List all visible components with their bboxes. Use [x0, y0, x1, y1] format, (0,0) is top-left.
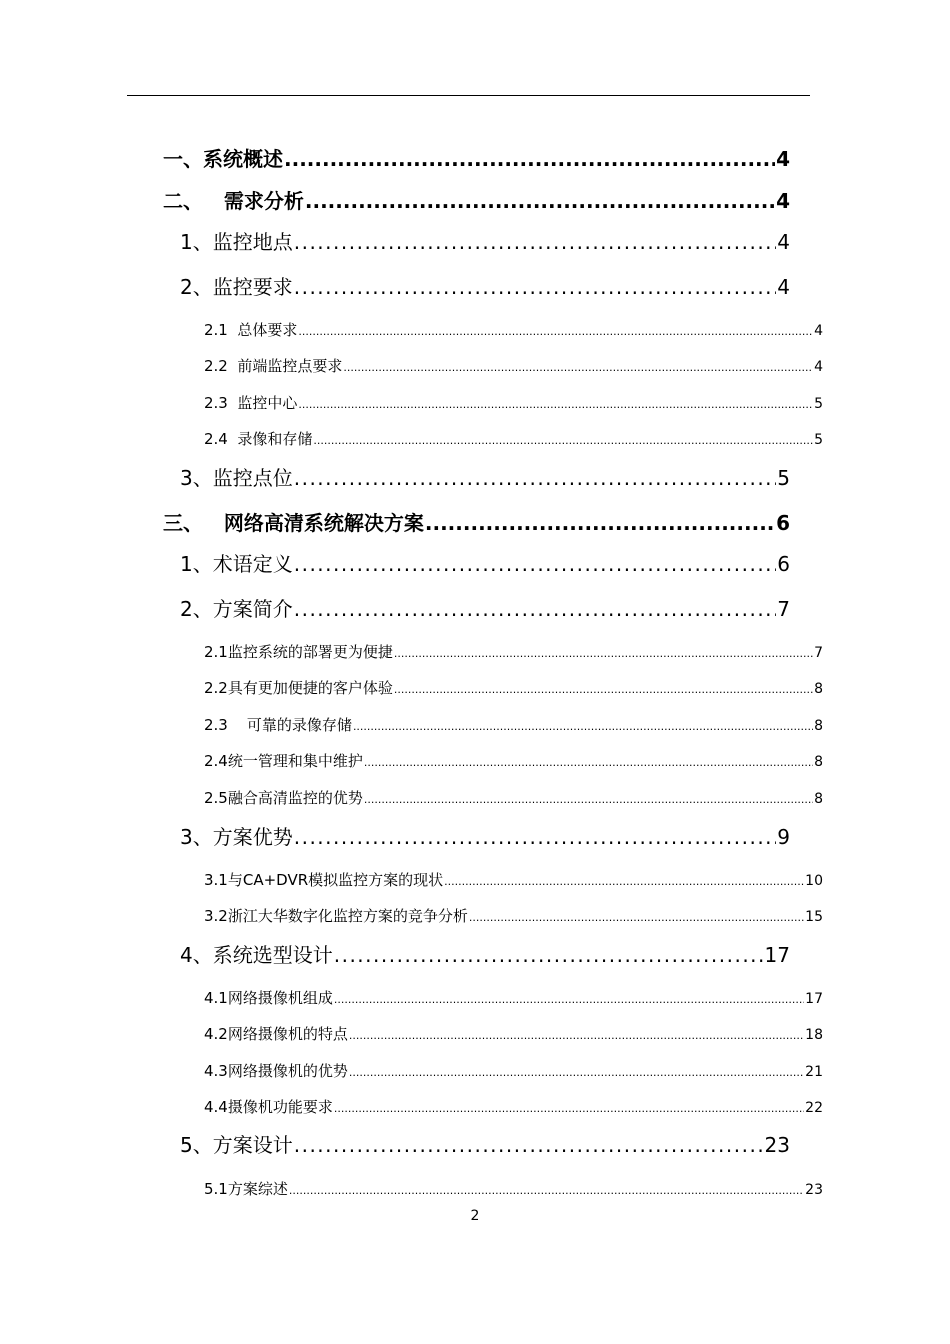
toc-entry-title: 一、系统概述 — [163, 147, 283, 171]
toc-entry[interactable] — [204, 750, 823, 771]
toc-entry-page: 6 — [777, 552, 790, 576]
toc-leader — [298, 398, 813, 411]
toc-entry-title: 4.2网络摄像机的特点 — [204, 1025, 348, 1043]
toc-entry[interactable] — [204, 392, 823, 413]
toc-entry-title: 4.3网络摄像机的优势 — [204, 1062, 348, 1080]
toc-entry[interactable] — [180, 462, 790, 491]
toc-leader — [364, 756, 813, 769]
toc-entry[interactable] — [180, 548, 790, 577]
toc-entry-page: 4 — [814, 323, 823, 339]
toc-entry[interactable] — [204, 677, 823, 698]
toc-entry-page: 8 — [814, 681, 823, 697]
toc-entry-title: 3.1与CA+DVR模拟监控方案的现状 — [204, 871, 444, 889]
toc-leader — [313, 434, 813, 447]
toc-leader — [294, 825, 777, 849]
toc-entry-page: 21 — [805, 1064, 823, 1080]
toc-entry[interactable] — [204, 355, 823, 376]
toc-entry[interactable] — [204, 987, 823, 1008]
toc-leader — [294, 466, 777, 490]
toc-entry-page: 8 — [814, 754, 823, 770]
toc-entry[interactable] — [204, 869, 823, 890]
toc-entry-page: 17 — [764, 943, 790, 967]
toc-entry-page: 5 — [814, 396, 823, 412]
toc-leader — [425, 511, 775, 535]
toc-entry-title: 4.4摄像机功能要求 — [204, 1098, 333, 1116]
toc-entry[interactable] — [204, 1096, 823, 1117]
toc-leader — [364, 793, 813, 806]
toc-entry-page: 10 — [805, 873, 823, 889]
toc-entry[interactable] — [180, 226, 790, 255]
toc-entry-title: 2.4 录像和存储 — [204, 430, 313, 448]
toc-entry-title: 2.2 前端监控点要求 — [204, 357, 343, 375]
toc-entry-page: 4 — [777, 275, 790, 299]
toc-entry-title: 2.1 总体要求 — [204, 321, 298, 339]
toc-entry-title: 2.3 可靠的录像存储 — [204, 716, 352, 734]
toc-entry-title: 2、方案简介 — [180, 597, 293, 621]
toc-leader — [394, 683, 813, 696]
toc-entry-title: 3、方案优势 — [180, 825, 293, 849]
toc-leader — [343, 361, 813, 374]
toc-entry-page: 4 — [776, 147, 790, 171]
toc-leader — [394, 647, 813, 660]
toc-entry[interactable] — [180, 593, 790, 622]
toc-entry[interactable] — [180, 939, 790, 968]
toc-entry[interactable] — [204, 787, 823, 808]
toc-leader — [298, 325, 813, 338]
toc-entry-title: 3.2浙江大华数字化监控方案的竞争分析 — [204, 907, 468, 925]
toc-entry-page: 22 — [805, 1100, 823, 1116]
toc-entry-title: 4.1网络摄像机组成 — [204, 989, 333, 1007]
toc-leader — [349, 1029, 804, 1042]
toc-leader — [353, 720, 813, 733]
toc-leader — [444, 875, 804, 888]
toc-entry-title: 5.1方案综述 — [204, 1180, 288, 1198]
toc-entry-page: 9 — [777, 825, 790, 849]
toc-leader — [289, 1184, 804, 1197]
toc-leader — [294, 552, 777, 576]
header-rule — [127, 95, 810, 96]
toc-leader — [294, 275, 777, 299]
toc-entry-page: 7 — [814, 645, 823, 661]
toc-leader — [349, 1066, 804, 1079]
toc-entry-page: 7 — [777, 597, 790, 621]
toc-entry-title: 1、术语定义 — [180, 552, 293, 576]
toc-entry-page: 4 — [776, 189, 790, 213]
toc-entry-title: 2.2具有更加便捷的客户体验 — [204, 679, 393, 697]
toc-entry-title: 5、方案设计 — [180, 1133, 293, 1157]
toc-entry-page: 6 — [776, 511, 790, 535]
toc-entry[interactable] — [180, 821, 790, 850]
toc-entry-page: 8 — [814, 791, 823, 807]
toc-entry-page: 5 — [777, 466, 790, 490]
toc-entry-title: 2.1监控系统的部署更为便捷 — [204, 643, 393, 661]
page-number: 2 — [470, 1208, 480, 1224]
toc-entry-page: 5 — [814, 432, 823, 448]
toc-entry-title: 2、监控要求 — [180, 275, 293, 299]
toc-entry-page: 23 — [764, 1133, 790, 1157]
toc-entry[interactable] — [204, 1178, 823, 1199]
toc-entry[interactable] — [180, 1129, 790, 1158]
toc-entry-page: 18 — [805, 1027, 823, 1043]
toc-entry-page: 15 — [805, 909, 823, 925]
toc-entry-title: 4、系统选型设计 — [180, 943, 333, 967]
toc-entry[interactable] — [204, 428, 823, 449]
toc-entry-page: 8 — [814, 718, 823, 734]
toc-entry[interactable] — [163, 507, 790, 536]
toc-entry-title: 二、 需求分析 — [163, 189, 304, 213]
toc-entry-title: 1、监控地点 — [180, 230, 293, 254]
toc-entry-title: 2.5融合高清监控的优势 — [204, 789, 363, 807]
toc-leader — [294, 1133, 764, 1157]
toc-leader — [334, 1102, 804, 1115]
toc-entry-page: 4 — [814, 359, 823, 375]
toc-entry[interactable] — [180, 271, 790, 300]
toc-entry[interactable] — [204, 1060, 823, 1081]
toc-entry-title: 3、监控点位 — [180, 466, 293, 490]
toc-leader — [334, 993, 804, 1006]
toc-entry[interactable] — [204, 714, 823, 735]
toc-entry[interactable] — [163, 143, 790, 172]
toc-entry-page: 4 — [777, 230, 790, 254]
toc-entry[interactable] — [204, 1023, 823, 1044]
toc-leader — [334, 943, 764, 967]
toc-leader — [305, 189, 775, 213]
toc-entry[interactable] — [204, 319, 823, 340]
toc-entry[interactable] — [204, 905, 823, 926]
toc-entry[interactable] — [163, 185, 790, 214]
toc-leader — [294, 597, 777, 621]
toc-leader — [284, 147, 775, 171]
toc-entry[interactable] — [204, 641, 823, 662]
toc-leader — [469, 911, 804, 924]
toc-leader — [294, 230, 777, 254]
toc-entry-page: 23 — [805, 1182, 823, 1198]
toc-entry-page: 17 — [805, 991, 823, 1007]
toc-entry-title: 2.3 监控中心 — [204, 394, 298, 412]
toc-entry-title: 三、 网络高清系统解决方案 — [163, 511, 424, 535]
toc-entry-title: 2.4统一管理和集中维护 — [204, 752, 363, 770]
